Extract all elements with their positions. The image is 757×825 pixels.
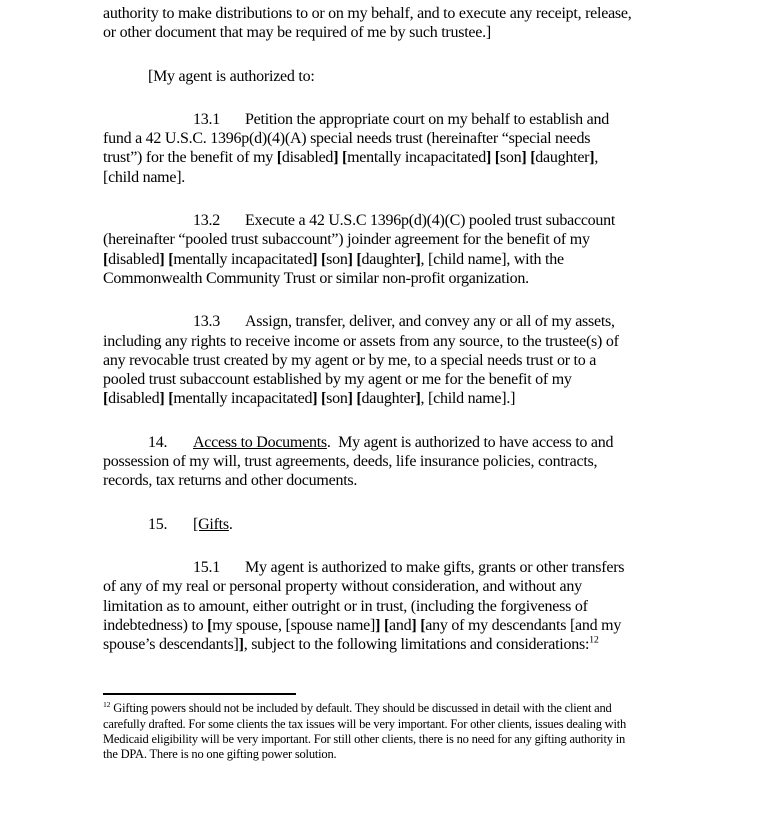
text-run: authority to make distributions to or on my behalf, and to execute any receipt, release, or other document that may be required of me by such trustee.] <box>103 5 632 42</box>
text-run: . My agent is authorized to have access to and possession of my will, trust agreements, deeds, life insurance policies, contracts, records, tax returns and other documents. <box>103 433 614 490</box>
paragraphs-container <box>103 4 633 654</box>
bracket: [ <box>342 149 348 167</box>
section-heading: [Gifts <box>193 515 229 533</box>
section-number: 13.3 <box>193 313 220 331</box>
bracket: ] <box>312 390 318 408</box>
para-14-access-to-documents <box>103 433 633 491</box>
text-run: , [child name]. <box>103 149 599 186</box>
document-body <box>103 4 633 762</box>
text-run: Execute a 42 U.S.C 1396p(d)(4)(C) pooled trust subaccount (hereinafter “pooled trust subaccount”) joinder agreement for the benefit of my <box>103 212 616 249</box>
section-number: 13.1 <box>193 110 220 128</box>
bracket: ] <box>485 149 492 167</box>
bracket: [ <box>103 390 109 408</box>
bracket: [ <box>103 250 109 268</box>
text-run: . <box>228 515 233 533</box>
section-heading: Access to Documents <box>193 433 327 451</box>
text-run: Petition the appropriate court on my behalf to establish and fund a 42 U.S.C. 1396p(d)(4)(A) special needs trust (hereinafter “special needs trust”) for the benefit of my <box>103 110 610 167</box>
bracket: ] <box>415 390 421 408</box>
section-number: 15. <box>148 515 168 533</box>
bracket: ] <box>347 250 353 268</box>
bracket: ] <box>411 616 417 634</box>
footnote-12 <box>103 701 633 762</box>
footnote-marker: 12 <box>589 634 599 646</box>
bracket: ] <box>238 636 244 654</box>
text-run: My agent is authorized to make gifts, grants or other transfers of any of my real or personal property without consideration, and without any limitation as to amount, either outright or in trust, (including the forgiveness of indebtedness) to <box>103 558 625 634</box>
text-run: mentally incapacitated <box>347 149 486 167</box>
text-run: , subject to the following limitations and considerations: <box>243 636 590 654</box>
footnote-separator <box>103 693 296 695</box>
text-run: daughter <box>535 149 590 167</box>
bracket: ] <box>415 250 421 268</box>
bracket: [ <box>207 616 213 634</box>
bracket: [ <box>276 149 282 167</box>
bracket: ] <box>159 250 165 268</box>
bracket: ] <box>312 250 318 268</box>
bracket: ] <box>375 616 381 634</box>
bracket: [ <box>356 390 362 408</box>
para-13-3 <box>103 312 633 408</box>
para-15-1-gift-powers <box>103 558 633 654</box>
text-run: daughter <box>361 250 416 268</box>
bracket: [ <box>321 390 327 408</box>
text-run: mentally incapacitated <box>173 390 313 408</box>
section-number: 15.1 <box>193 558 220 576</box>
text-run: and <box>389 616 412 634</box>
bracket: [ <box>356 250 362 268</box>
bracket: [ <box>530 149 536 167</box>
bracket: [ <box>420 616 426 634</box>
text-run: daughter <box>361 390 416 408</box>
text-run: , [child name].] <box>420 390 516 408</box>
bracket: [ <box>321 250 327 268</box>
para-15-gifts <box>103 515 633 534</box>
para-my-agent-authorized <box>103 67 633 86</box>
text-run: mentally incapacitated <box>173 250 313 268</box>
bracket: [ <box>494 149 500 167</box>
bracket: [ <box>168 250 174 268</box>
bracket: [ <box>168 390 174 408</box>
text-run: , [child name], with the Commonwealth Community Trust or similar non-profit organization. <box>103 250 564 287</box>
para-authority-continuation <box>103 4 633 43</box>
footnote-marker: 12 <box>103 700 111 710</box>
section-number: 14. <box>148 433 168 451</box>
text-run: Gifting powers should not be included by default. They should be discussed in detail with the client and carefully drafted. For some clients the tax issues will be very important. For other clients, issues dealing with Medicaid eligibility will be very important. For still other clients, there is no need for any gifting authority in the DPA. There is no one gifting power solution. <box>103 701 627 762</box>
text-run: my spouse, [spouse name] <box>212 616 376 634</box>
para-13-2 <box>103 211 633 288</box>
para-13-1 <box>103 110 633 187</box>
text-run: disabled <box>108 250 160 268</box>
bracket: [ <box>383 616 390 634</box>
text-run: Assign, transfer, deliver, and convey any or all of my assets, including any rights to receive income or assets from any source, to the trustee(s) of any revocable trust created by my agent or by me, to a special needs trust or to a pooled trust subaccount established by my agent or me for the benefit of my <box>103 313 619 389</box>
bracket: ] <box>159 390 165 408</box>
text-run: any of my descendants [and my spouse’s descendants] <box>103 616 622 654</box>
bracket: ] <box>521 149 527 167</box>
text-run: son <box>326 390 348 408</box>
bracket: ] <box>589 149 595 167</box>
text-run: disabled <box>108 390 160 408</box>
section-number: 13.2 <box>193 212 220 230</box>
text-run: [My agent is authorized to: <box>148 67 315 85</box>
bracket: ] <box>347 390 353 408</box>
text-run: son <box>326 250 348 268</box>
text-run: son <box>499 149 522 167</box>
text-run: disabled <box>281 149 334 167</box>
bracket: ] <box>333 149 339 167</box>
